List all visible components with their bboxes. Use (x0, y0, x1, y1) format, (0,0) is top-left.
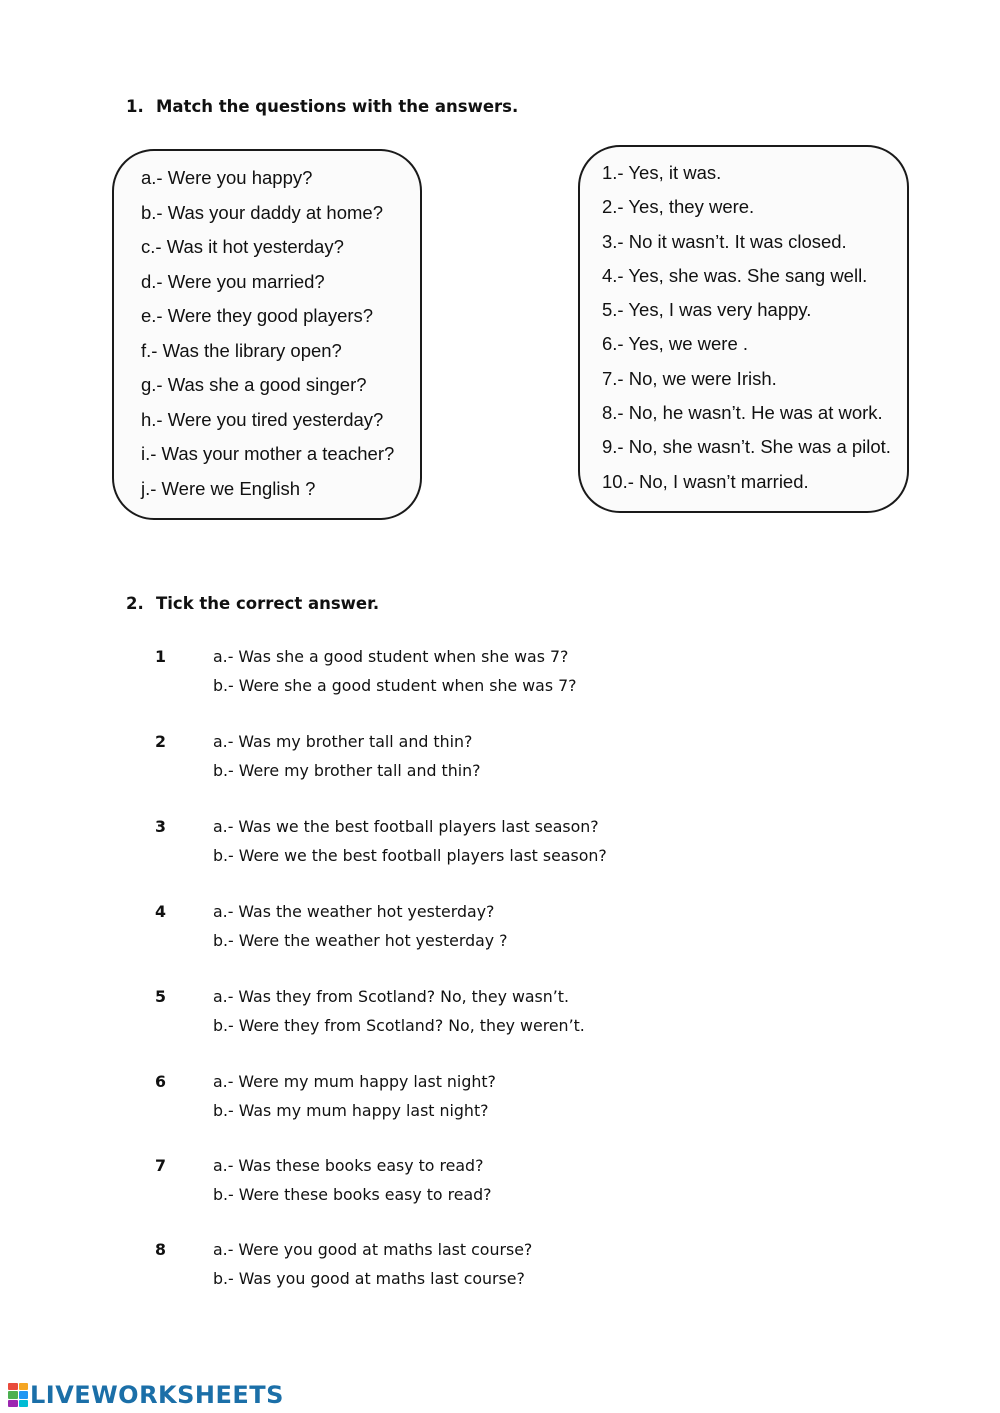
question-item: b.- Was your daddy at home? (141, 201, 383, 223)
tick-item-number: 6 (155, 1072, 166, 1091)
section-2-heading: Tick the correct answer. (156, 594, 380, 613)
answers-box (578, 145, 909, 513)
question-item: f.- Was the library open? (141, 339, 342, 361)
tick-item (0, 985, 1000, 1045)
section-2-number: 2. (126, 594, 144, 613)
logo-square (8, 1391, 18, 1398)
logo-square (8, 1383, 18, 1390)
logo-square (19, 1391, 29, 1398)
question-item: j.- Were we English ? (141, 477, 316, 499)
tick-item (0, 1154, 1000, 1214)
tick-option-b[interactable]: b.- Were they from Scotland? No, they weren’t. (213, 1016, 585, 1035)
tick-option-a[interactable]: a.- Was the weather hot yesterday? (213, 902, 495, 921)
question-item: i.- Was your mother a teacher? (141, 443, 395, 464)
question-item: d.- Were you married? (141, 270, 325, 292)
question-item: h.- Were you tired yesterday? (141, 408, 384, 430)
answers-list (602, 161, 891, 504)
questions-list (141, 166, 394, 511)
section-1-number: 1. (126, 97, 144, 116)
tick-option-b[interactable]: b.- Were these books easy to read? (213, 1185, 492, 1204)
tick-item (0, 1070, 1000, 1130)
answer-item: 3.- No it wasn’t. It was closed. (602, 230, 847, 252)
answer-item: 8.- No, he wasn’t. He was at work. (602, 402, 883, 424)
tick-item (0, 730, 1000, 790)
answer-item: 9.- No, she wasn’t. She was a pilot. (602, 436, 891, 458)
question-item: c.- Was it hot yesterday? (141, 236, 344, 257)
tick-option-b[interactable]: b.- Was my mum happy last night? (213, 1101, 489, 1120)
answer-item: 5.- Yes, I was very happy. (602, 299, 812, 321)
questions-box (112, 149, 422, 520)
tick-item (0, 645, 1000, 705)
question-item: a.- Were you happy? (141, 167, 313, 188)
section-2-title (126, 594, 379, 613)
brand-name: LIVEWORKSHEETS (30, 1381, 284, 1409)
tick-item-number: 2 (155, 732, 166, 751)
answer-item: 1.- Yes, it was. (602, 162, 722, 183)
answer-item: 6.- Yes, we were . (602, 333, 749, 355)
question-item: g.- Was she a good singer? (141, 374, 367, 395)
tick-option-b[interactable]: b.- Was you good at maths last course? (213, 1269, 525, 1288)
liveworksheets-logo-icon (8, 1383, 28, 1407)
tick-option-a[interactable]: a.- Was she a good student when she was 7? (213, 647, 569, 666)
answer-item: 2.- Yes, they were. (602, 196, 755, 218)
question-item: e.- Were they good players? (141, 305, 374, 326)
tick-item-number: 7 (155, 1156, 166, 1175)
tick-option-a[interactable]: a.- Was my brother tall and thin? (213, 732, 473, 751)
tick-option-a[interactable]: a.- Were my mum happy last night? (213, 1072, 496, 1091)
tick-option-a[interactable]: a.- Was these books easy to read? (213, 1156, 484, 1175)
tick-option-b[interactable]: b.- Were we the best football players last season? (213, 846, 607, 865)
tick-item-number: 5 (155, 987, 166, 1006)
brand-logo[interactable] (8, 1380, 284, 1410)
logo-square (19, 1400, 29, 1407)
logo-square (19, 1383, 29, 1390)
tick-item-number: 3 (155, 817, 166, 836)
tick-option-a[interactable]: a.- Were you good at maths last course? (213, 1240, 533, 1259)
tick-item (0, 900, 1000, 960)
section-1-heading: Match the questions with the answers. (156, 97, 519, 116)
tick-item (0, 815, 1000, 875)
tick-item (0, 1238, 1000, 1298)
tick-option-b[interactable]: b.- Were my brother tall and thin? (213, 761, 481, 780)
tick-item-number: 8 (155, 1240, 166, 1259)
tick-item-number: 4 (155, 902, 166, 921)
answer-item: 7.- No, we were Irish. (602, 367, 777, 389)
tick-option-b[interactable]: b.- Were she a good student when she was 7? (213, 676, 577, 695)
answer-item: 10.- No, I wasn’t married. (602, 470, 809, 492)
logo-square (8, 1400, 18, 1407)
answer-item: 4.- Yes, she was. She sang well. (602, 264, 868, 286)
section-1-title (126, 97, 518, 116)
tick-option-a[interactable]: a.- Was they from Scotland? No, they wasn’t. (213, 987, 570, 1006)
tick-option-a[interactable]: a.- Was we the best football players last season? (213, 817, 599, 836)
tick-option-b[interactable]: b.- Were the weather hot yesterday ? (213, 931, 508, 950)
tick-item-number: 1 (155, 647, 166, 666)
